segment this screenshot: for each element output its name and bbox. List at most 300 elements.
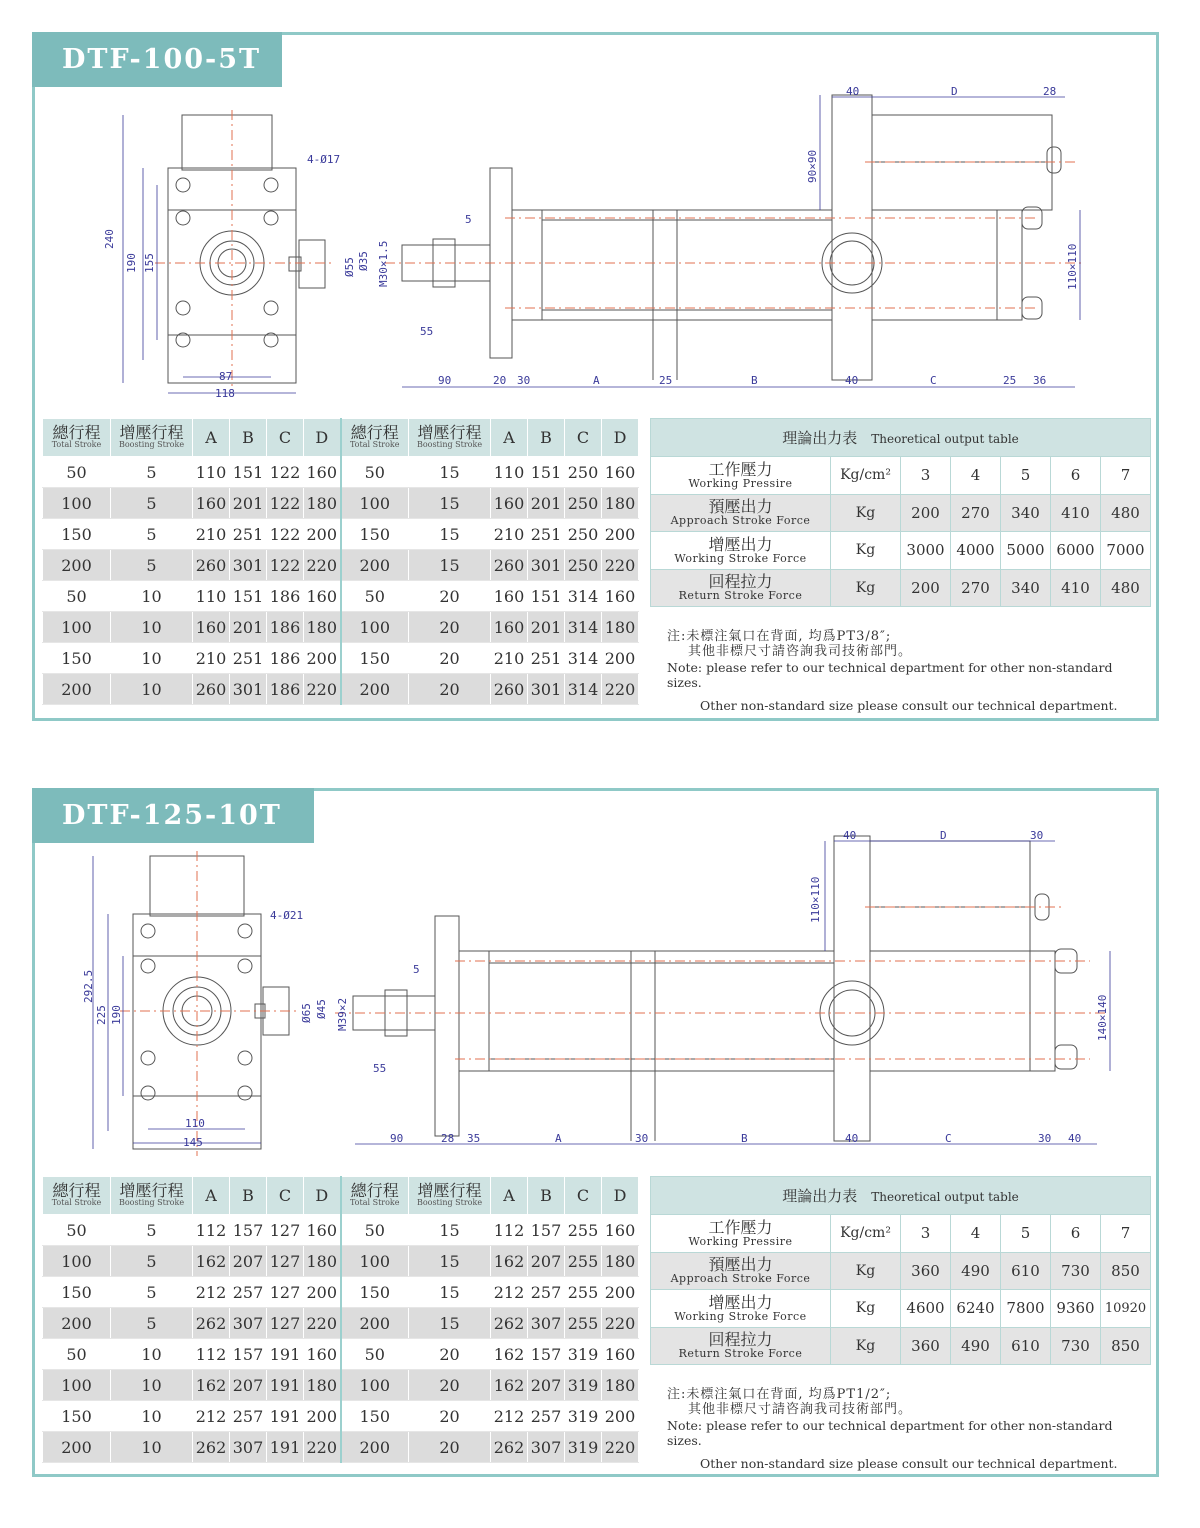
svg-text:110: 110	[185, 1117, 205, 1130]
force-value: 410	[1051, 569, 1101, 607]
table-cell: 200	[341, 674, 409, 705]
table-cell: 127	[267, 1215, 304, 1246]
note-consult-en: Other non-standard size please consult our technical department.	[700, 698, 1118, 713]
table-cell: 180	[304, 1246, 341, 1277]
table-cell: 50	[43, 1215, 111, 1246]
svg-text:B: B	[751, 374, 758, 387]
table-cell: 255	[565, 1308, 602, 1339]
table-cell: 20	[409, 1370, 491, 1401]
table-cell: 180	[602, 488, 639, 519]
table-cell: 220	[304, 674, 341, 705]
svg-text:28: 28	[1043, 85, 1057, 98]
force-value: 610	[1001, 1327, 1051, 1365]
col-a-header: A	[193, 1177, 230, 1215]
svg-text:5: 5	[465, 213, 472, 226]
table-cell: 20	[409, 674, 491, 705]
table-cell: 157	[528, 1339, 565, 1370]
table-cell: 191	[267, 1432, 304, 1463]
table-cell: 10	[111, 674, 193, 705]
dimensions-header-row	[43, 1177, 639, 1215]
svg-text:40: 40	[845, 374, 859, 387]
table-cell: 307	[528, 1308, 565, 1339]
table-cell: 50	[341, 581, 409, 612]
boost-stroke-header: 增壓行程 Boosting Stroke	[409, 1177, 491, 1215]
force-value: 340	[1001, 494, 1051, 532]
svg-text:110×110: 110×110	[1066, 243, 1079, 290]
table-cell: 260	[491, 674, 528, 705]
table-row	[43, 581, 639, 612]
force-value: 360	[901, 1327, 951, 1365]
table-cell: 319	[565, 1339, 602, 1370]
note-nonstandard-en: Note: please refer to our technical department for other non-standard sizes.	[667, 660, 1113, 690]
svg-text:36: 36	[1033, 374, 1047, 387]
table-cell: 210	[193, 519, 230, 550]
table-cell: 160	[304, 457, 341, 488]
table-cell: 15	[409, 519, 491, 550]
force-value: 3000	[901, 532, 951, 570]
force-value: 3	[901, 1215, 951, 1253]
table-cell: 186	[267, 643, 304, 674]
table-cell: 50	[341, 1339, 409, 1370]
table-cell: 15	[409, 1308, 491, 1339]
force-value: 730	[1051, 1252, 1101, 1290]
svg-text:A: A	[593, 374, 600, 387]
table-row	[43, 1277, 639, 1308]
table-cell: 20	[409, 581, 491, 612]
table-cell: 160	[193, 612, 230, 643]
force-row-label	[651, 1327, 831, 1365]
force-row	[651, 532, 1151, 570]
table-cell: 212	[491, 1401, 528, 1432]
note-nonstandard-zh: 其他非標尺寸請咨詢我司技術部門。	[688, 644, 913, 659]
force-value: 6240	[951, 1290, 1001, 1328]
table-cell: 180	[304, 1370, 341, 1401]
output-force-table	[650, 418, 1151, 607]
dimensions-body	[43, 457, 639, 705]
table-cell: 122	[267, 488, 304, 519]
table-cell: 10	[111, 1401, 193, 1432]
table-cell: 212	[193, 1277, 230, 1308]
table-cell: 314	[565, 674, 602, 705]
svg-text:25: 25	[1003, 374, 1017, 387]
svg-text:M30×1.5: M30×1.5	[377, 240, 390, 287]
svg-text:30: 30	[635, 1132, 649, 1145]
svg-text:40: 40	[1068, 1132, 1082, 1145]
force-row-label	[651, 1290, 831, 1328]
total-stroke-header: 總行程 Total Stroke	[43, 419, 111, 457]
table-cell: 260	[491, 550, 528, 581]
force-row-label	[651, 569, 831, 607]
boost-stroke-header: 增壓行程 Boosting Stroke	[111, 419, 193, 457]
col-c-header: C	[565, 1177, 602, 1215]
table-cell: 186	[267, 612, 304, 643]
force-value: 610	[1001, 1252, 1051, 1290]
table-cell: 50	[43, 581, 111, 612]
output-force-table	[650, 1176, 1151, 1365]
force-value: 480	[1101, 494, 1151, 532]
svg-text:30: 30	[1038, 1132, 1052, 1145]
table-cell: 220	[304, 1432, 341, 1463]
force-value: 200	[901, 494, 951, 532]
svg-text:190: 190	[110, 1005, 123, 1025]
table-cell: 160	[602, 581, 639, 612]
table-cell: 5	[111, 550, 193, 581]
table-cell: 180	[304, 612, 341, 643]
force-label-en: Working Stroke Force	[674, 551, 807, 565]
table-cell: 15	[409, 488, 491, 519]
force-row-label	[651, 532, 831, 570]
force-value: 7000	[1101, 532, 1151, 570]
dimensions-header-row	[43, 419, 639, 457]
table-cell: 150	[341, 1401, 409, 1432]
table-cell: 50	[43, 1339, 111, 1370]
table-cell: 262	[193, 1432, 230, 1463]
table-cell: 319	[565, 1370, 602, 1401]
table-cell: 20	[409, 1339, 491, 1370]
force-value: 270	[951, 569, 1001, 607]
table-cell: 314	[565, 643, 602, 674]
table-cell: 250	[565, 519, 602, 550]
table-cell: 162	[491, 1246, 528, 1277]
table-cell: 110	[193, 457, 230, 488]
force-value: 3	[901, 457, 951, 495]
svg-text:A: A	[555, 1132, 562, 1145]
table-cell: 220	[602, 674, 639, 705]
table-cell: 301	[230, 550, 267, 581]
model-title: DTF-100-5T	[32, 32, 282, 87]
table-cell: 100	[43, 1246, 111, 1277]
technical-drawing	[35, 35, 1156, 415]
table-cell: 162	[491, 1339, 528, 1370]
table-cell: 319	[565, 1401, 602, 1432]
col-a-header: A	[193, 419, 230, 457]
force-label-zh: 預壓出力	[708, 1255, 773, 1275]
svg-text:35: 35	[467, 1132, 481, 1145]
force-label-en: Working Stroke Force	[674, 1309, 807, 1323]
force-value: 7800	[1001, 1290, 1051, 1328]
col-b-header: B	[528, 419, 565, 457]
table-cell: 112	[193, 1215, 230, 1246]
table-cell: 5	[111, 488, 193, 519]
table-row	[43, 1432, 639, 1463]
table-cell: 10	[111, 612, 193, 643]
table-cell: 150	[43, 1277, 111, 1308]
table-cell: 5	[111, 1246, 193, 1277]
note-nonstandard-zh: 其他非標尺寸請咨詢我司技術部門。	[688, 1402, 913, 1417]
table-cell: 100	[43, 612, 111, 643]
force-value: 9360	[1051, 1290, 1101, 1328]
force-row	[651, 1327, 1151, 1365]
force-unit: Kg/cm²	[831, 1215, 901, 1253]
force-row-label	[651, 457, 831, 495]
table-cell: 191	[267, 1370, 304, 1401]
force-value: 850	[1101, 1252, 1151, 1290]
table-cell: 200	[602, 643, 639, 674]
force-row	[651, 457, 1151, 495]
table-cell: 200	[602, 1277, 639, 1308]
table-cell: 160	[491, 581, 528, 612]
table-cell: 122	[267, 550, 304, 581]
table-cell: 100	[341, 612, 409, 643]
table-cell: 220	[602, 550, 639, 581]
force-table-title-row	[651, 419, 1151, 457]
table-cell: 200	[43, 1432, 111, 1463]
dimensions-body	[43, 1215, 639, 1463]
table-cell: 180	[602, 1246, 639, 1277]
table-cell: 210	[491, 519, 528, 550]
svg-text:C: C	[945, 1132, 952, 1145]
table-cell: 160	[304, 1215, 341, 1246]
table-cell: 262	[491, 1432, 528, 1463]
table-cell: 162	[193, 1370, 230, 1401]
svg-text:M39×2: M39×2	[336, 997, 349, 1031]
table-cell: 319	[565, 1432, 602, 1463]
table-cell: 160	[193, 488, 230, 519]
table-cell: 150	[43, 643, 111, 674]
force-value: 6	[1051, 457, 1101, 495]
table-cell: 160	[602, 457, 639, 488]
force-label-en: Approach Stroke Force	[670, 1272, 811, 1286]
table-cell: 10	[111, 643, 193, 674]
table-cell: 122	[267, 519, 304, 550]
col-c-header: C	[267, 419, 304, 457]
table-cell: 162	[193, 1246, 230, 1277]
force-label-zh: 預壓出力	[708, 497, 773, 517]
table-row	[43, 1215, 639, 1246]
force-unit: Kg	[831, 532, 901, 570]
force-value: 490	[951, 1327, 1001, 1365]
table-cell: 201	[230, 612, 267, 643]
col-d-header: D	[602, 419, 639, 457]
table-cell: 50	[341, 457, 409, 488]
table-cell: 150	[341, 519, 409, 550]
boost-stroke-header: 增壓行程 Boosting Stroke	[409, 419, 491, 457]
force-row	[651, 1215, 1151, 1253]
table-cell: 212	[491, 1277, 528, 1308]
table-cell: 251	[230, 519, 267, 550]
col-a-header: A	[491, 419, 528, 457]
table-cell: 160	[602, 1215, 639, 1246]
force-unit: Kg	[831, 569, 901, 607]
force-label-zh: 增壓出力	[708, 534, 773, 554]
table-cell: 191	[267, 1339, 304, 1370]
table-cell: 157	[230, 1339, 267, 1370]
force-value: 4	[951, 457, 1001, 495]
svg-text:90×90: 90×90	[806, 149, 819, 183]
total-stroke-header: 總行程 Total Stroke	[341, 1177, 409, 1215]
table-cell: 257	[230, 1277, 267, 1308]
svg-text:90: 90	[390, 1132, 404, 1145]
svg-text:Ø45: Ø45	[315, 999, 328, 1019]
table-row	[43, 1246, 639, 1277]
table-cell: 160	[304, 1339, 341, 1370]
col-d-header: D	[304, 419, 341, 457]
table-cell: 307	[230, 1308, 267, 1339]
svg-text:Ø55: Ø55	[343, 257, 356, 277]
table-cell: 100	[341, 1246, 409, 1277]
table-cell: 220	[304, 550, 341, 581]
force-value: 6000	[1051, 532, 1101, 570]
force-label-zh: 工作壓力	[708, 1217, 773, 1237]
force-label-en: Approach Stroke Force	[670, 514, 811, 528]
table-cell: 127	[267, 1246, 304, 1277]
svg-text:C: C	[930, 374, 937, 387]
table-cell: 50	[43, 457, 111, 488]
table-cell: 20	[409, 612, 491, 643]
force-row	[651, 1252, 1151, 1290]
table-row	[43, 1370, 639, 1401]
table-row	[43, 550, 639, 581]
table-row	[43, 1308, 639, 1339]
table-cell: 257	[230, 1401, 267, 1432]
table-cell: 110	[491, 457, 528, 488]
table-cell: 207	[230, 1370, 267, 1401]
table-cell: 150	[341, 1277, 409, 1308]
svg-text:55: 55	[373, 1062, 387, 1075]
svg-text:155: 155	[143, 253, 156, 273]
force-value: 4600	[901, 1290, 951, 1328]
svg-text:145: 145	[183, 1136, 203, 1149]
force-value: 4000	[951, 532, 1001, 570]
table-cell: 200	[341, 550, 409, 581]
table-cell: 200	[602, 519, 639, 550]
table-cell: 314	[565, 612, 602, 643]
svg-text:25: 25	[659, 374, 673, 387]
table-cell: 301	[528, 674, 565, 705]
table-cell: 157	[528, 1215, 565, 1246]
cylinder-drawing-svg	[35, 35, 1156, 415]
force-value: 340	[1001, 569, 1051, 607]
table-cell: 250	[565, 488, 602, 519]
table-row	[43, 488, 639, 519]
force-row	[651, 1290, 1151, 1328]
table-row	[43, 519, 639, 550]
force-value: 200	[901, 569, 951, 607]
force-unit: Kg	[831, 1290, 901, 1328]
table-cell: 251	[230, 643, 267, 674]
svg-text:190: 190	[125, 253, 138, 273]
table-cell: 301	[230, 674, 267, 705]
boost-stroke-header: 增壓行程 Boosting Stroke	[111, 1177, 193, 1215]
table-cell: 251	[528, 643, 565, 674]
force-label-en: Return Stroke Force	[678, 1347, 803, 1361]
svg-text:90: 90	[438, 374, 452, 387]
table-cell: 201	[528, 488, 565, 519]
svg-text:240: 240	[103, 229, 116, 249]
note-consult-en: Other non-standard size please consult our technical department.	[700, 1456, 1118, 1471]
svg-text:Ø35: Ø35	[357, 251, 370, 271]
svg-text:292.5: 292.5	[82, 969, 95, 1003]
table-cell: 257	[528, 1401, 565, 1432]
product-panel-dtf-125-10t	[32, 788, 1159, 1477]
table-row	[43, 612, 639, 643]
table-cell: 250	[565, 457, 602, 488]
table-cell: 200	[304, 1401, 341, 1432]
table-cell: 150	[43, 1401, 111, 1432]
col-c-header: C	[267, 1177, 304, 1215]
table-cell: 255	[565, 1277, 602, 1308]
table-cell: 50	[341, 1215, 409, 1246]
table-cell: 260	[193, 674, 230, 705]
total-stroke-header: 總行程 Total Stroke	[341, 419, 409, 457]
col-b-header: B	[230, 419, 267, 457]
table-cell: 20	[409, 1432, 491, 1463]
table-cell: 180	[602, 1370, 639, 1401]
force-unit: Kg	[831, 1327, 901, 1365]
dimensions-table	[42, 418, 639, 705]
model-title: DTF-125-10T	[32, 788, 314, 843]
force-label-zh: 回程拉力	[708, 572, 773, 592]
table-cell: 200	[341, 1308, 409, 1339]
table-cell: 186	[267, 674, 304, 705]
table-cell: 10	[111, 581, 193, 612]
force-value: 410	[1051, 494, 1101, 532]
table-cell: 200	[304, 643, 341, 674]
table-cell: 180	[602, 612, 639, 643]
svg-text:110×110: 110×110	[809, 876, 822, 923]
table-cell: 200	[341, 1432, 409, 1463]
table-cell: 301	[528, 550, 565, 581]
force-value: 5000	[1001, 532, 1051, 570]
force-label-en: Working Pressire	[688, 476, 793, 490]
note-port: 注:未標注氣口在背面, 均爲PT1/2″;	[667, 1387, 892, 1402]
svg-text:40: 40	[843, 829, 857, 842]
notes	[667, 629, 1147, 713]
svg-text:D: D	[940, 829, 947, 842]
svg-text:28: 28	[441, 1132, 455, 1145]
table-cell: 20	[409, 643, 491, 674]
col-a-header: A	[491, 1177, 528, 1215]
table-cell: 112	[193, 1339, 230, 1370]
table-row	[43, 674, 639, 705]
table-cell: 201	[528, 612, 565, 643]
svg-text:118: 118	[215, 387, 235, 400]
table-cell: 20	[409, 1401, 491, 1432]
table-cell: 5	[111, 1308, 193, 1339]
force-value: 270	[951, 494, 1001, 532]
table-cell: 207	[230, 1246, 267, 1277]
table-cell: 220	[304, 1308, 341, 1339]
table-cell: 122	[267, 457, 304, 488]
table-cell: 100	[43, 1370, 111, 1401]
table-cell: 157	[230, 1215, 267, 1246]
svg-text:B: B	[741, 1132, 748, 1145]
force-value: 850	[1101, 1327, 1151, 1365]
force-table-title-row	[651, 1177, 1151, 1215]
table-cell: 15	[409, 1246, 491, 1277]
force-table-title: 理論出力表 Theoretical output table	[651, 1177, 1151, 1215]
force-label-zh: 回程拉力	[708, 1330, 773, 1350]
col-d-header: D	[304, 1177, 341, 1215]
table-cell: 151	[528, 457, 565, 488]
force-value: 4	[951, 1215, 1001, 1253]
svg-text:40: 40	[846, 85, 860, 98]
svg-text:140×140: 140×140	[1096, 994, 1109, 1041]
table-cell: 10	[111, 1370, 193, 1401]
svg-text:5: 5	[413, 963, 420, 976]
table-cell: 150	[43, 519, 111, 550]
table-cell: 251	[528, 519, 565, 550]
svg-text:55: 55	[420, 325, 434, 338]
table-cell: 10	[111, 1432, 193, 1463]
col-c-header: C	[565, 419, 602, 457]
table-cell: 210	[193, 643, 230, 674]
force-value: 730	[1051, 1327, 1101, 1365]
svg-text:87: 87	[219, 370, 233, 383]
col-b-header: B	[528, 1177, 565, 1215]
table-cell: 127	[267, 1308, 304, 1339]
table-cell: 160	[602, 1339, 639, 1370]
